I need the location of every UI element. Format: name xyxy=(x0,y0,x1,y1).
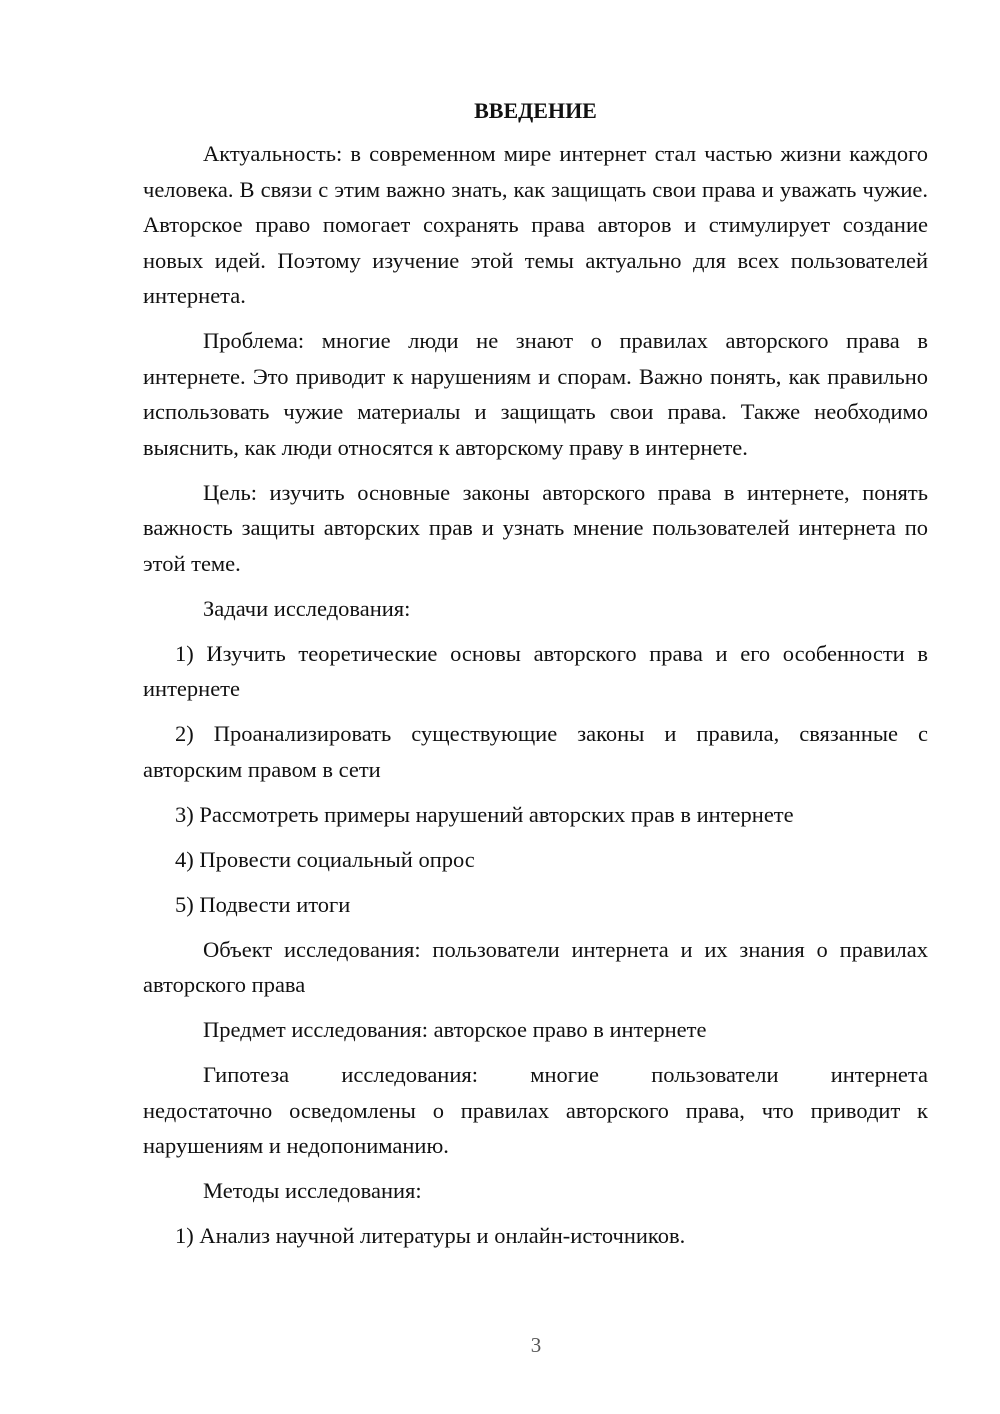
hypothesis-paragraph xyxy=(143,1057,928,1164)
page-content xyxy=(143,96,928,1263)
task-item: 2) Проанализировать существующие законы и правила, связанные с авторским правом в сети xyxy=(143,721,928,782)
methods-heading: Методы исследования: xyxy=(203,1178,422,1203)
relevance-paragraph: Актуальность: в современном мире интернет стал частью жизни каждого человека. В связи с этим важно знать, как защищать свои права и уважать чужие. Авторское право помогает сохранять права авторов и стимулирует создание новых идей. Поэтому изучение этой темы актуально для всех пользователей интернета. xyxy=(143,141,928,308)
section-title: ВВЕДЕНИЕ xyxy=(474,98,597,123)
task-item: 3) Рассмотреть примеры нарушений авторских прав в интернете xyxy=(175,801,794,827)
subject-paragraph: Предмет исследования: авторское право в интернете xyxy=(203,1017,707,1042)
problem-paragraph: Проблема: многие люди не знают о правилах авторского права в интернете. Это приводит к нарушениям и спорам. Важно понять, как правильно использовать чужие материалы и защищать свои права. Также необходимо выяснить, как люди относятся к авторскому праву в интернете. xyxy=(143,328,928,460)
hypothesis-rest: недостаточно осведомлены о правилах авторского права, что приводит к нарушениям и недопониманию. xyxy=(143,1097,928,1158)
task-item: 4) Провести социальный опрос xyxy=(175,846,475,872)
task-item: 1) Изучить теоретические основы авторского права и его особенности в интернете xyxy=(143,640,928,701)
page-number: 3 xyxy=(530,1333,542,1357)
method-item: 1) Анализ научной литературы и онлайн-источников. xyxy=(175,1223,686,1248)
task-item: 5) Подвести итоги xyxy=(175,891,351,917)
goal-paragraph: Цель: изучить основные законы авторского права в интернете, понять важность защиты авторских прав и узнать мнение пользователей интернета по этой теме. xyxy=(143,479,928,576)
hypothesis-lead: Гипотеза исследования: многие пользователи интернета xyxy=(203,1062,928,1087)
tasks-heading: Задачи исследования: xyxy=(203,595,411,621)
object-paragraph: Объект исследования: пользователи интернета и их знания о правилах авторского права xyxy=(143,936,928,997)
